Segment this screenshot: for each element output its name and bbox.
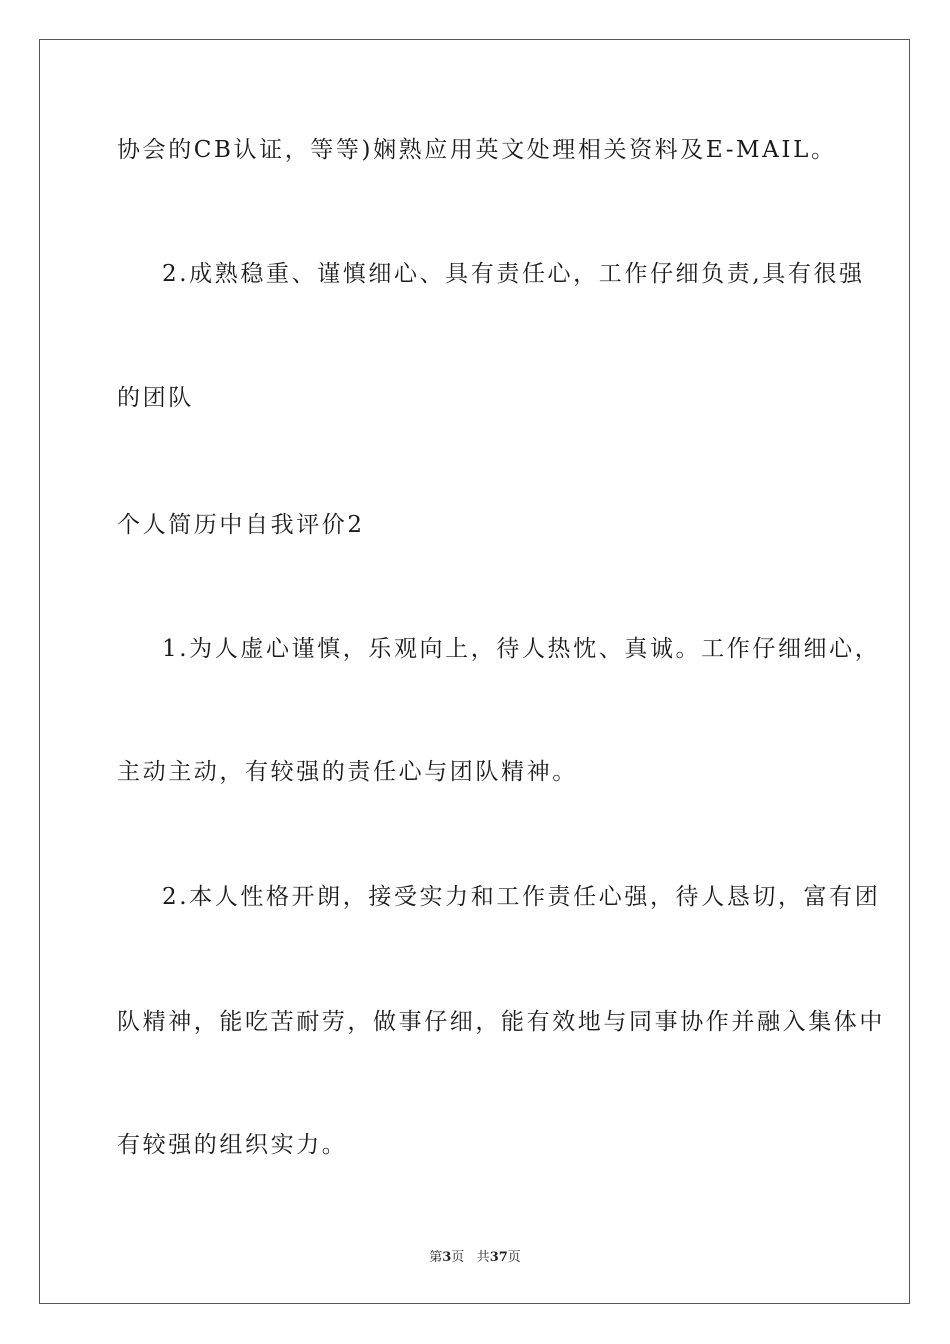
footer-total-prefix: 共 <box>476 1250 490 1265</box>
text-line-5: 1.为人虚心谨慎，乐观向上，待人热忱、真诚。工作仔细细心， <box>162 636 881 662</box>
footer-total-pages: 37 <box>489 1250 508 1265</box>
footer-total-suffix: 页 <box>507 1250 521 1265</box>
footer-page-prefix: 第 <box>429 1250 443 1265</box>
text-line-6: 主动主动，有较强的责任心与团队精神。 <box>117 759 578 785</box>
footer-page-suffix: 页 <box>451 1250 465 1265</box>
text-line-7: 2.本人性格开朗，接受实力和工作责任心强，待人恳切，富有团 <box>162 884 881 910</box>
page-footer <box>0 1246 950 1265</box>
text-line-2: 2.成熟稳重、谨慎细心、具有责任心，工作仔细负责,具有很强 <box>162 261 865 287</box>
text-line-8: 队精神，能吃苦耐劳，做事仔细，能有效地与同事协作并融入集体中 <box>117 1009 885 1035</box>
text-line-9: 有较强的组织实力。 <box>117 1132 348 1158</box>
text-line-1: 协会的CB认证，等等)娴熟应用英文处理相关资料及E-MAIL。 <box>117 137 837 163</box>
page-frame <box>39 39 910 1304</box>
section-heading: 个人简历中自我评价2 <box>117 512 365 538</box>
footer-page-number: 3 <box>442 1250 452 1265</box>
text-line-3: 的团队 <box>117 385 194 411</box>
